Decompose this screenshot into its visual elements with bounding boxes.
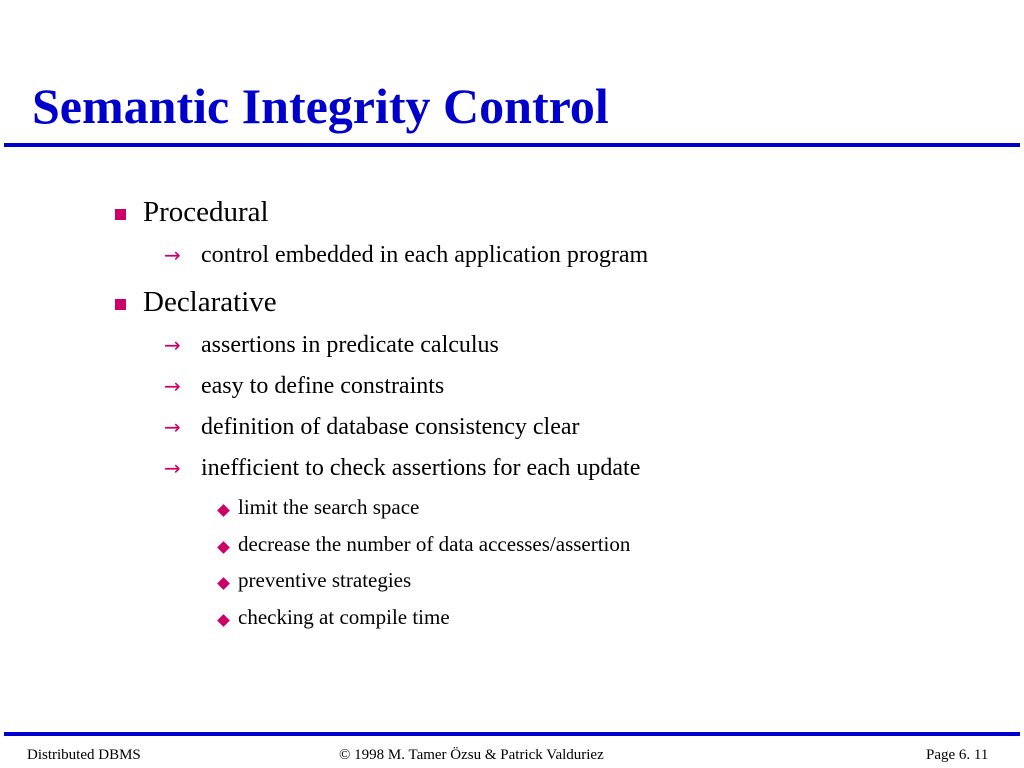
sub-bullet-consistency: definition of database consistency clear	[201, 414, 580, 440]
sub-bullet-control-embedded: control embedded in each application program	[201, 242, 649, 268]
sub-bullet-easy-define: easy to define constraints	[201, 373, 445, 399]
diamond-bullet-icon	[219, 502, 228, 520]
arrow-right-icon: →	[164, 333, 181, 357]
subsub-bullet-compile-time: checking at compile time	[238, 605, 450, 629]
sub-bullet-inefficient: inefficient to check assertions for each update	[201, 455, 641, 481]
bullet-procedural: Procedural	[143, 196, 269, 228]
arrow-right-icon: →	[164, 374, 181, 398]
diamond-bullet-icon	[219, 575, 228, 593]
square-bullet-icon	[115, 297, 126, 315]
subsub-bullet-preventive: preventive strategies	[238, 568, 412, 592]
arrow-right-icon: →	[164, 456, 181, 480]
footer-copyright: © 1998 M. Tamer Özsu & Patrick Valduriez	[339, 747, 604, 763]
footer-divider	[4, 732, 1020, 736]
sub-bullet-assertions: assertions in predicate calculus	[201, 332, 499, 358]
bullet-declarative: Declarative	[143, 286, 277, 318]
arrow-right-icon: →	[164, 415, 181, 439]
title-divider	[4, 143, 1020, 147]
footer-left: Distributed DBMS	[27, 747, 141, 763]
square-bullet-icon	[115, 207, 126, 225]
arrow-right-icon: →	[164, 243, 181, 267]
slide-title: Semantic Integrity Control	[32, 78, 609, 134]
subsub-bullet-data-accesses: decrease the number of data accesses/assertion	[238, 532, 631, 556]
diamond-bullet-icon	[219, 612, 228, 630]
subsub-bullet-search-space: limit the search space	[238, 495, 420, 519]
footer-page-number: Page 6. 11	[926, 747, 989, 763]
diamond-bullet-icon	[219, 539, 228, 557]
